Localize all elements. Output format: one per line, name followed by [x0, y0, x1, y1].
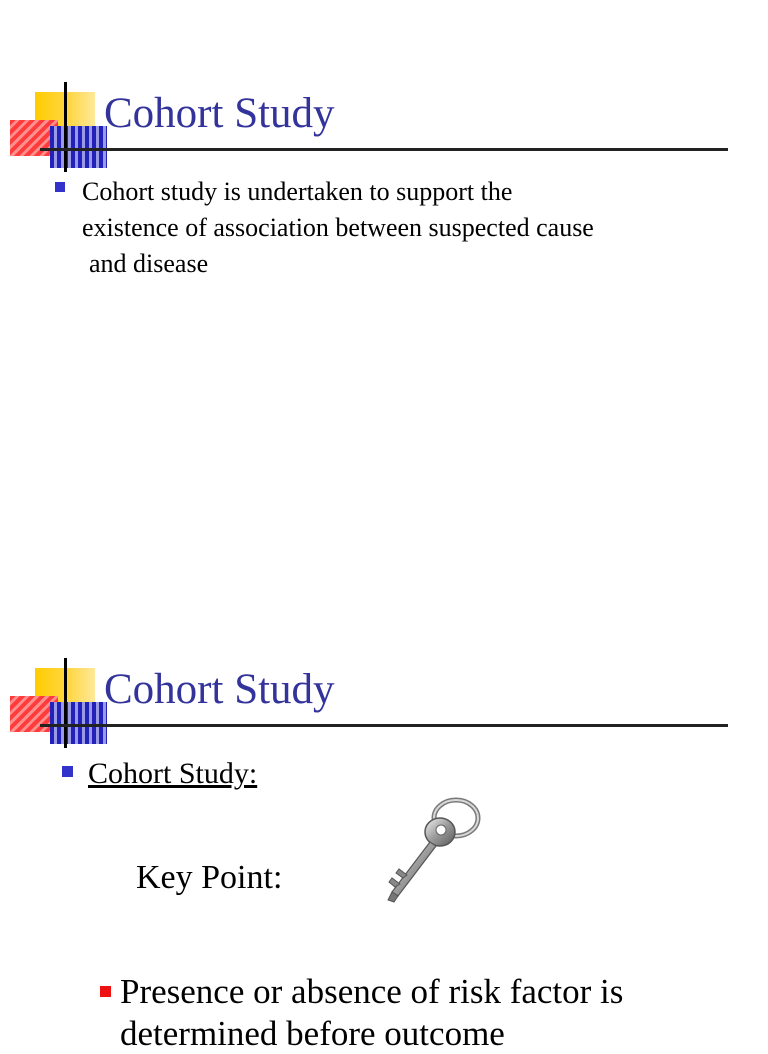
- key-bullet-text: Presence or absence of risk factor is: [120, 972, 624, 1011]
- slide-logo-icon: [10, 658, 110, 748]
- title-underline: [40, 148, 728, 151]
- key-bullet-text-continued: determined before outcome: [120, 1014, 505, 1053]
- slide-title: Cohort Study: [104, 90, 335, 137]
- logo-blue-square: [50, 702, 107, 744]
- bullet-square-icon: [100, 986, 111, 997]
- bullet-line: and disease: [89, 249, 209, 278]
- key-icon: [378, 790, 488, 908]
- slide-title: Cohort Study: [104, 666, 335, 713]
- bullet-text: [82, 174, 702, 282]
- logo-vertical-line: [64, 82, 67, 172]
- bullet-square-icon: [62, 766, 73, 777]
- bullet-square-icon: [55, 182, 65, 192]
- slide-2: [0, 576, 768, 1053]
- bullet-heading: Cohort Study:: [88, 757, 258, 790]
- key-point-label: Key Point:: [136, 859, 283, 896]
- bullet-line: existence of association between suspected cause: [82, 213, 594, 242]
- title-underline: [40, 724, 728, 727]
- bullet-line: Cohort study is undertaken to support the: [82, 177, 513, 206]
- logo-blue-square: [50, 126, 107, 168]
- slide-logo-icon: [10, 82, 110, 172]
- logo-vertical-line: [64, 658, 67, 748]
